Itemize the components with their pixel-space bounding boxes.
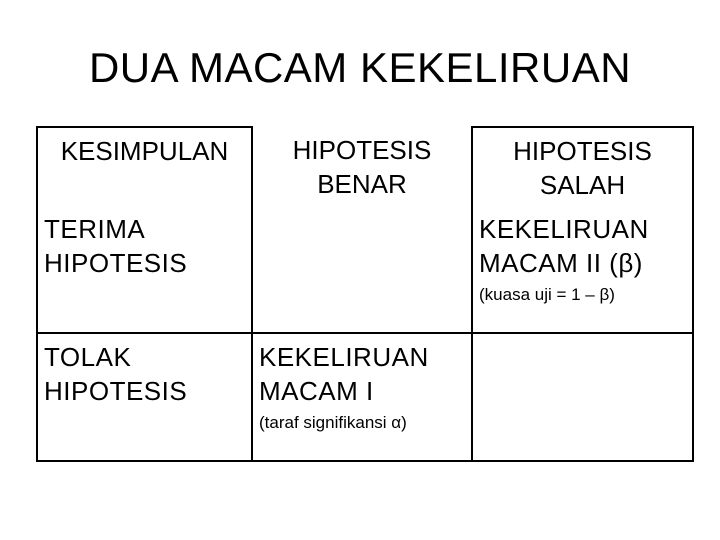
header-hipotesis-benar [252, 127, 472, 206]
header-kesimpulan [37, 127, 252, 206]
table-row-terima [37, 206, 693, 333]
row-label-tolak-line2: HIPOTESIS [44, 376, 188, 406]
row-label-terima-line2: HIPOTESIS [44, 248, 188, 278]
header-kesimpulan-label: KESIMPULAN [60, 136, 229, 166]
table-row-tolak [37, 333, 693, 461]
header-hipotesis-salah-line2: SALAH [539, 170, 626, 200]
header-hipotesis-salah-line1: HIPOTESIS [513, 136, 652, 166]
type-i-error-line1: KEKELIRUAN [259, 342, 429, 372]
row-label-tolak-line1: TOLAK [44, 342, 132, 372]
cell-terima-salah [472, 206, 693, 333]
cell-terima-benar [252, 206, 472, 333]
header-hipotesis-benar-line1: HIPOTESIS [292, 135, 432, 165]
type-i-error-line2: MACAM I [259, 376, 374, 406]
type-ii-error-note: (kuasa uji = 1 – β) [479, 285, 615, 304]
type-ii-error-line1: KEKELIRUAN [479, 214, 649, 244]
error-types-table [36, 126, 694, 462]
cell-tolak-benar [252, 333, 472, 461]
row-label-terima [37, 206, 252, 333]
cell-tolak-salah [472, 333, 693, 461]
row-label-terima-line1: TERIMA [44, 214, 146, 244]
slide-title: DUA MACAM KEKELIRUAN [88, 44, 632, 91]
header-hipotesis-benar-line2: BENAR [317, 169, 407, 199]
type-ii-error-line2: MACAM II (β) [479, 248, 643, 278]
row-label-tolak [37, 333, 252, 461]
table-header-row [37, 127, 693, 206]
header-hipotesis-salah [472, 127, 693, 206]
type-i-error-note: (taraf signifikansi α) [259, 413, 407, 432]
